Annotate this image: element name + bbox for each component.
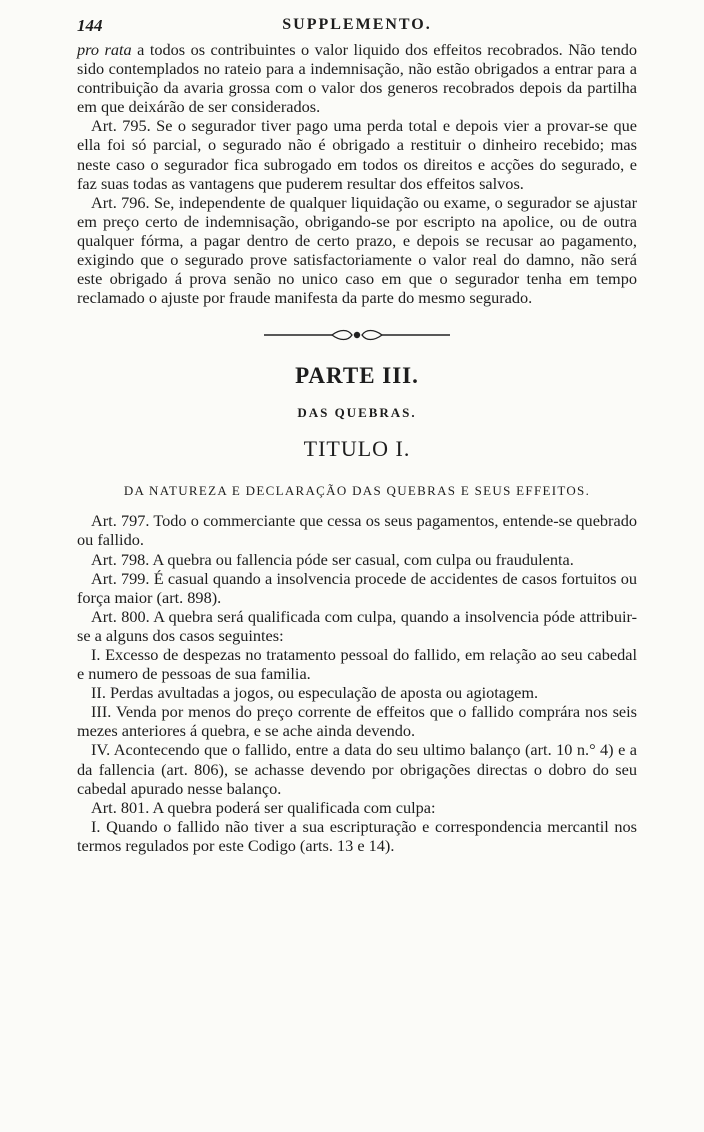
article-801-item-1: I. Quando o fallido não tiver a sua escripturação e correspondencia mercantil nos termos regulados por este Codigo (arts. 13 e 14). (77, 816, 637, 855)
book-page (77, 14, 637, 855)
part-subtitle: DAS QUEBRAS. (297, 405, 417, 421)
article-800: Art. 800. A quebra será qualificada com culpa, quando a insolvencia póde attribuir-se a alguns dos casos seguintes: (77, 606, 637, 645)
page-number: 144 (77, 16, 103, 35)
article-799: Art. 799. É casual quando a insolvencia procede de accidentes de casos fortuitos ou força maior (art. 898). (77, 568, 637, 607)
article-800-item-2: II. Perdas avultadas a jogos, ou especulação de aposta ou agiotagem. (91, 683, 539, 703)
titulo-heading: TITULO I. (303, 436, 411, 462)
article-795: Art. 795. Se o segurador tiver pago uma perda total e depois vier a provar-se que ella foi só parcial, o segurado não é obrigado a restituir o dinheiro recebido; mas neste caso o segurador fica subrogado em todos os direitos e acções do segurado, e faz suas todas as vantagens que puderem resultar dos effeitos salvos. (77, 116, 637, 193)
ornament-divider-icon (262, 329, 452, 341)
running-head (77, 14, 637, 40)
pro-rata-italic: pro rata (77, 40, 132, 59)
section-heading: DA NATUREZA E DECLARAÇÃO DAS QUEBRAS E SEUS EFFEITOS. (123, 483, 591, 499)
part-title: PARTE III. (295, 363, 419, 389)
article-796: Art. 796. Se, independente de qualquer liquidação ou exame, o segurador se ajustar em preço certo de indemnisação, obrigando-se por escripto na apolice, ou de outra qualquer fórma, a pagar dentro de certo prazo, e depois se recusar ao pagamento, exigindo que o segurado prove satisfactoriamente o valor real do damno, não será este obrigado á prova senão no unico caso em que o segurador tenha em tempo reclamado o ajuste por fraude manifesta da parte do mesmo segurado. (77, 192, 637, 308)
article-801: Art. 801. A quebra poderá ser qualificada com culpa: (91, 797, 436, 817)
article-800-item-3: III. Venda por menos do preço corrente de effeitos que o fallido comprára nos seis mezes anteriores á quebra, e se ache ainda devendo. (77, 702, 637, 741)
continuation-text: a todos os contribuintes o valor liquido dos effeitos recobrados. Não tendo sido contemplados no rateio para a indemnisação, não estão obrigados a entrar para a contribuição da avaria grossa com o valor dos generos recobrados depois da partilha em que deixárão de ser considerados. (77, 40, 637, 117)
running-title: SUPPLEMENTO. (282, 16, 432, 33)
article-800-item-1: I. Excesso de despezas no tratamento pessoal do fallido, em relação ao seu cabedal e numero de pessoas de sua familia. (77, 644, 637, 684)
article-797: Art. 797. Todo o commerciante que cessa os seus pagamentos, entende-se quebrado ou fallido. (77, 511, 637, 550)
continuation-paragraph (77, 40, 637, 116)
article-800-item-4: IV. Acontecendo que o fallido, entre a data do seu ultimo balanço (art. 10 n.° 4) e a da fallencia (art. 806), se achasse devendo por obrigações directas o dobro do seu cabedal apurado nesse balanço. (77, 740, 637, 798)
article-798: Art. 798. A quebra ou fallencia póde ser casual, com culpa ou fraudulenta. (91, 549, 574, 569)
